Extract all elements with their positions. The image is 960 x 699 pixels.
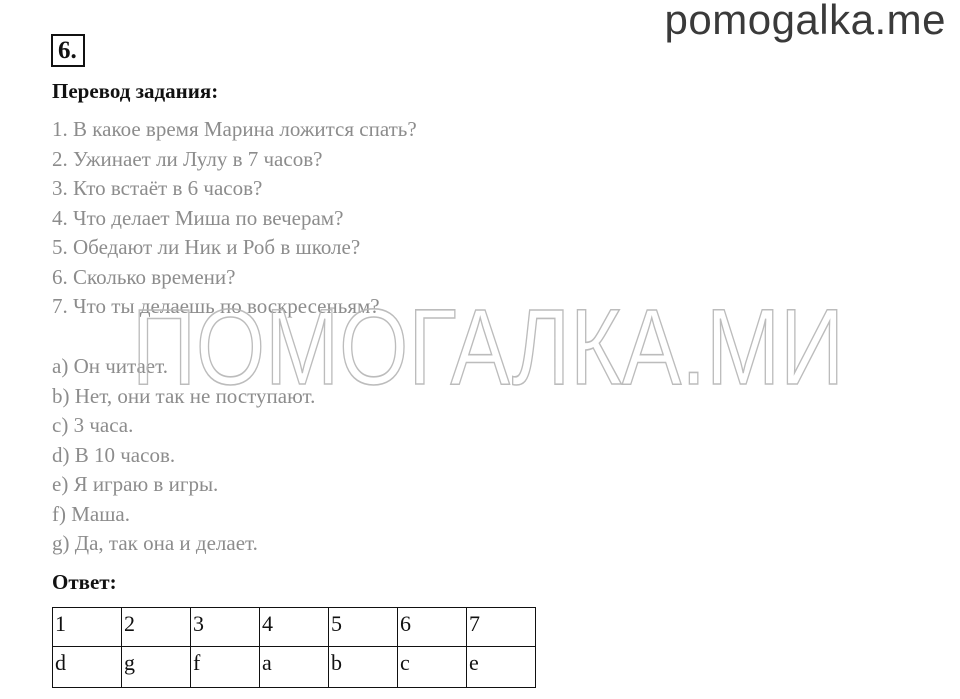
- response-item: d) В 10 часов.: [52, 442, 176, 467]
- table-cell: c: [398, 647, 467, 688]
- response-item: g) Да, так она и делает.: [52, 531, 258, 555]
- table-cell: f: [191, 647, 260, 688]
- table-cell: d: [53, 647, 122, 688]
- answer-heading: Ответ:: [52, 570, 117, 594]
- table-cell: 2: [122, 608, 191, 647]
- response-item: c) 3 часа.: [52, 413, 134, 437]
- task-number: 6.: [51, 34, 85, 67]
- response-item: f) Маша.: [52, 501, 130, 526]
- table-cell: 4: [260, 608, 329, 647]
- question-item: 6. Сколько времени?: [52, 264, 236, 289]
- question-item: 5. Обедают ли Ник и Роб в школе?: [52, 235, 361, 259]
- table-cell: b: [329, 647, 398, 688]
- table-cell: a: [260, 647, 329, 688]
- answer-table: [52, 607, 536, 688]
- question-item: 4. Что делает Миша по вечерам?: [52, 205, 344, 230]
- watermark-text: ПОМОГАЛКА.МИ: [132, 294, 844, 394]
- table-row: [53, 647, 536, 688]
- table-cell: 5: [329, 608, 398, 647]
- response-list: [52, 352, 315, 559]
- table-cell: 3: [191, 608, 260, 647]
- table-cell: e: [467, 647, 536, 688]
- question-list: [52, 115, 417, 322]
- table-cell: g: [122, 647, 191, 688]
- translation-heading: Перевод задания:: [52, 79, 219, 103]
- site-brand: pomogalka.me: [664, 0, 946, 43]
- question-item: 7. Что ты делаешь по воскресеньям?: [52, 294, 380, 318]
- response-item: e) Я играю в игры.: [52, 472, 219, 496]
- question-item: 1. В какое время Марина ложится спать?: [52, 117, 417, 141]
- table-cell: 1: [53, 608, 122, 647]
- question-item: 2. Ужинает ли Лулу в 7 часов?: [52, 146, 323, 171]
- table-row: [53, 608, 536, 647]
- response-item: a) Он читает.: [52, 354, 168, 378]
- table-cell: 7: [467, 608, 536, 647]
- response-item: b) Нет, они так не поступают.: [52, 383, 316, 408]
- question-item: 3. Кто встаёт в 6 часов?: [52, 176, 263, 200]
- table-cell: 6: [398, 608, 467, 647]
